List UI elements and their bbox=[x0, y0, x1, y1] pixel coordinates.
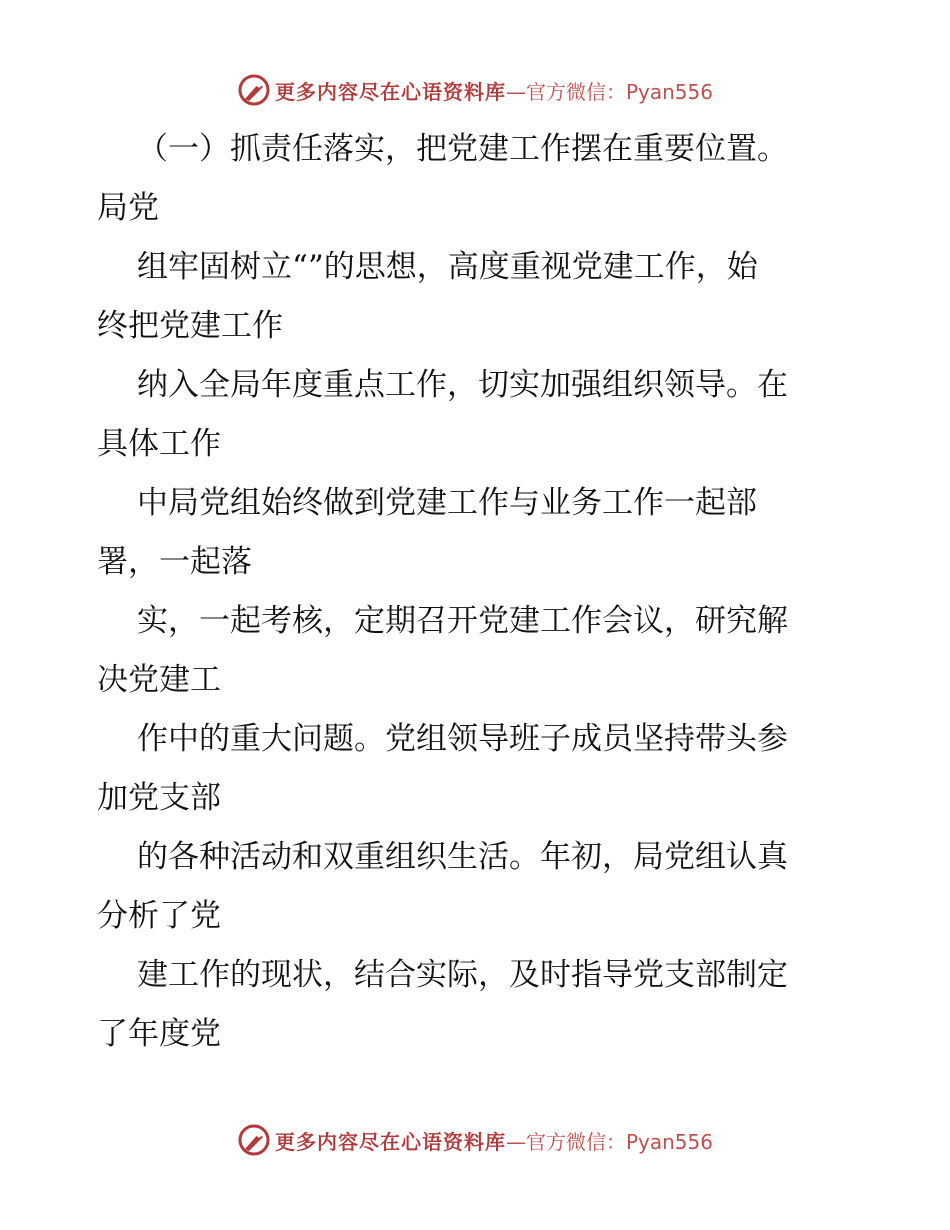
body-line: 具体工作 bbox=[97, 426, 221, 462]
header-brand: 更多内容尽在心语资料库 bbox=[274, 79, 506, 104]
page-footer bbox=[0, 1120, 950, 1160]
pen-nib-logo-icon bbox=[237, 73, 271, 107]
body-line: 决党建工 bbox=[97, 662, 221, 698]
body-line: 了年度党 bbox=[97, 1016, 221, 1052]
body-line: （一）抓责任落实，把党建工作摆在重要位置。 bbox=[137, 131, 788, 167]
page-header bbox=[0, 70, 950, 110]
document-body bbox=[97, 120, 857, 1064]
body-line: 建工作的现状，结合实际，及时指导党支部制定 bbox=[137, 957, 788, 993]
body-line: 的各种活动和双重组织生活。年初，局党组认真 bbox=[137, 839, 788, 875]
body-line: 加党支部 bbox=[97, 780, 221, 816]
body-line: 署，一起落 bbox=[97, 544, 252, 580]
body-line: 分析了党 bbox=[97, 898, 221, 934]
body-line: 中局党组始终做到党建工作与业务工作一起部 bbox=[137, 485, 757, 521]
pen-nib-logo-icon bbox=[237, 1123, 271, 1157]
body-line: 终把党建工作 bbox=[97, 308, 283, 344]
body-line: 作中的重大问题。党组领导班子成员坚持带头参 bbox=[137, 721, 788, 757]
header-contact: —官方微信：Pyan556 bbox=[505, 79, 713, 104]
footer-contact: —官方微信：Pyan556 bbox=[505, 1129, 713, 1154]
footer-brand: 更多内容尽在心语资料库 bbox=[274, 1129, 506, 1154]
body-line: 纳入全局年度重点工作，切实加强组织领导。在 bbox=[137, 367, 788, 403]
body-line: 实，一起考核，定期召开党建工作会议，研究解 bbox=[137, 603, 788, 639]
body-line: 局党 bbox=[97, 190, 159, 226]
body-line: 组牢固树立“”的思想，高度重视党建工作，始 bbox=[137, 249, 758, 285]
